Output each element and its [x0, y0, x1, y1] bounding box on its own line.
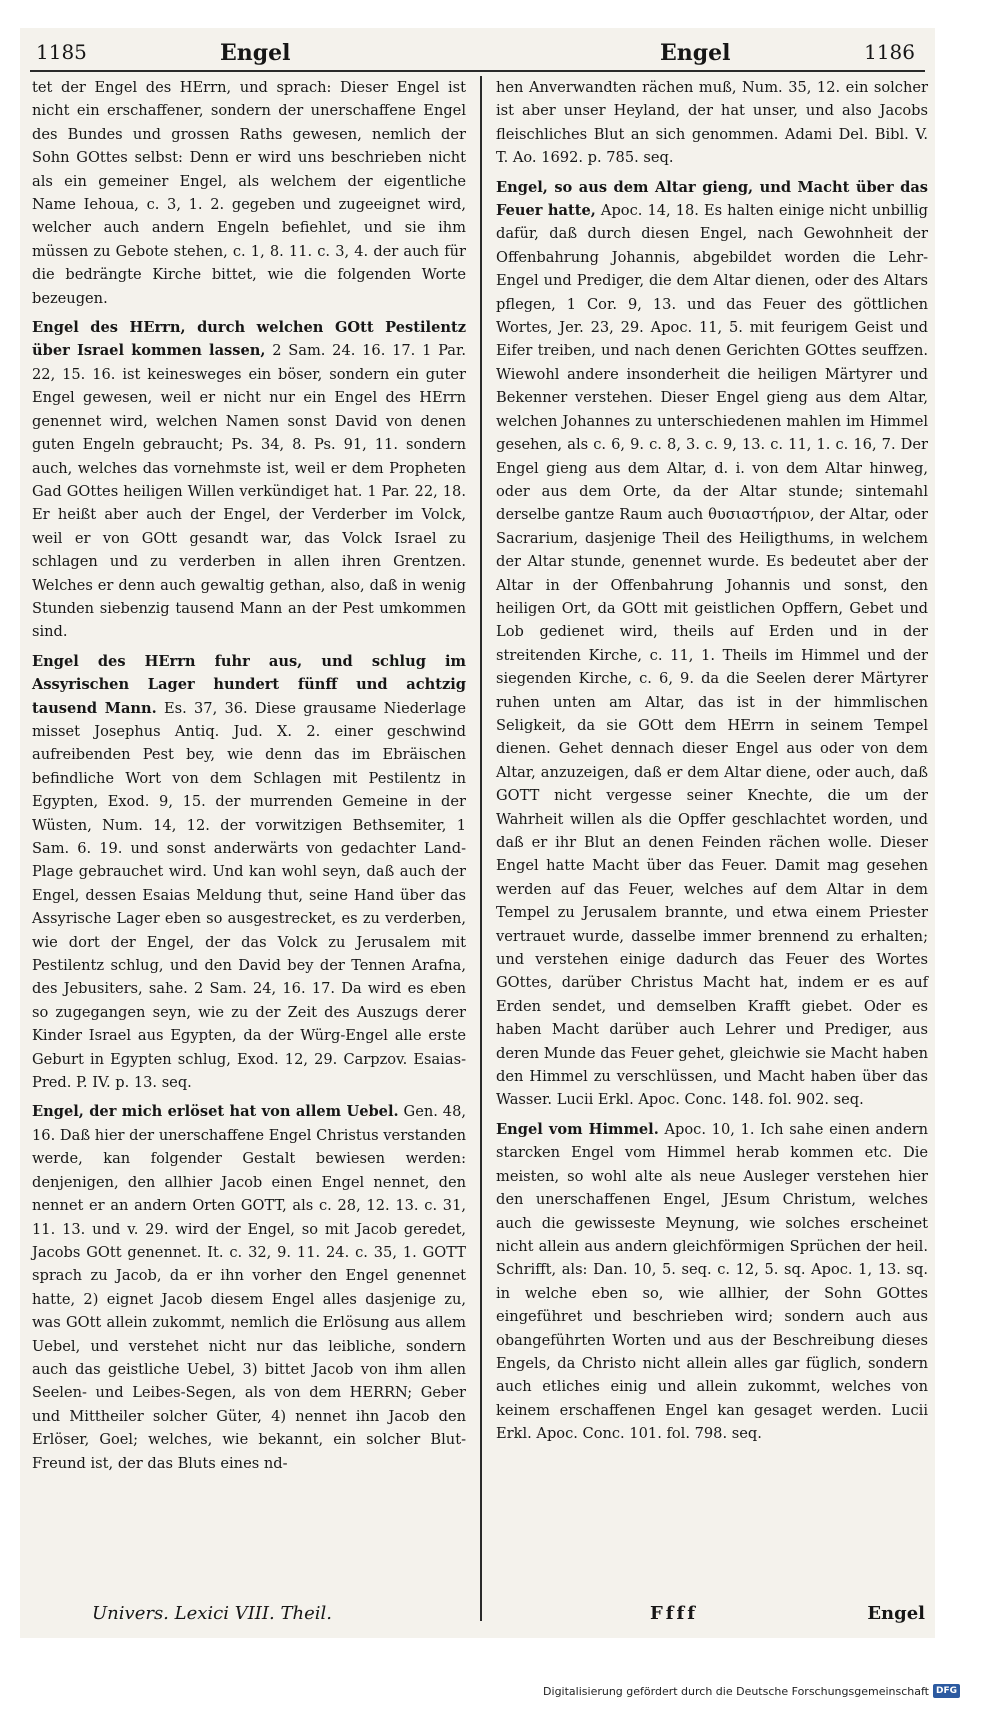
running-head-left: Engel	[220, 40, 291, 66]
entry	[32, 1100, 466, 1475]
running-head-right: Engel	[660, 40, 731, 66]
column-divider	[480, 76, 482, 1621]
volume-line: Univers. Lexici VIII. Theil.	[92, 1603, 332, 1624]
entry-text: tet der Engel des HErrn, und sprach: Dieser Engel ist nicht ein erschaffener, sondern der unerschaffene Engel des Bundes und grossen Raths gewesen, nemlich der Sohn GOttes selbst: Denn er wird uns beschrieben nicht als ein gemeiner Engel, als welchem der eigentliche Name Iehoua, c. 3, 1. 2. gegeben und zugeeignet wird, welcher auch andern Engeln befiehlet, und sie ihm müssen zu Gebote stehen, c. 1, 8. 11. c. 3, 4. der auch für die bedrängte Kirche bittet, wie die folgenden Worte bezeugen.	[32, 79, 466, 307]
entry	[496, 176, 928, 1112]
entry-lemma: Engel vom Himmel.	[496, 1120, 659, 1138]
entry-lemma: Engel des HErrn fuhr aus, und schlug im Assyrischen Lager hundert fünff und achtzig tausend Mann.	[32, 652, 466, 717]
page-number-right: 1186	[864, 40, 915, 64]
entry-text: hen Anverwandten rächen muß, Num. 35, 12. ein solcher ist aber unser Heyland, der hat unser, und also Jacobs fleischliches Blut an sich genommen. Adami Del. Bibl. V. T. Ao. 1692. p. 785. seq.	[496, 79, 928, 167]
book-page	[20, 28, 935, 1638]
entry-continuation	[32, 76, 466, 310]
digitization-credit	[543, 1684, 960, 1698]
entry	[496, 1118, 928, 1446]
right-column	[496, 76, 928, 1452]
entry-text: Apoc. 10, 1. Ich sahe einen andern starcken Engel vom Himmel herab kommen etc. Die meisten, so wohl alte als neue Ausleger verstehen hier den unerschaffenen Engel, JEsum Christum, welches auch die gewisseste Meynung, wie solches erscheinet nicht allein aus andern gleichförmigen Sprüchen der heil. Schrifft, als: Dan. 10, 5. seq. c. 12, 5. sq. Apoc. 1, 13. sq. in welche eben so, wie allhier, der Sohn GOttes eingeführet und beschrieben wird; sondern auch aus obangeführten Worten und aus der Beschreibung dieses Engels, da Christo nicht allein alles gar füglich, sondern auch etliches einig und allein zukommt, welches von keinem erschaffenen Engel kan gesaget werden. Lucii Erkl. Apoc. Conc. 101. fol. 798. seq.	[496, 1120, 929, 1443]
page-footer	[20, 1603, 935, 1633]
entry	[32, 316, 466, 644]
left-column	[32, 76, 466, 1481]
signature-mark: Ffff	[650, 1603, 699, 1624]
dfg-logo-icon: DFG	[933, 1684, 960, 1698]
entry-lemma: Engel des HErrn, durch welchen GOtt Pestilentz über Israel kommen lassen,	[32, 319, 466, 360]
entry-text: Gen. 48, 16. Daß hier der unerschaffene Engel Christus verstanden werde, kan folgender Gestalt bewiesen werden: denjenigen, den allhier Jacob einen Engel nennet, den nennet er an andern Orten GOTT, als c. 28, 12. 13. c. 31, 11. 13. und v. 29. wird der Engel, so mit Jacob geredet, Jacobs GOtt genennet. It. c. 32, 9. 11. 24. c. 35, 1. GOTT sprach zu Jacob, da er ihn vorher den Engel genennet hatte, 2) eignet Jacob diesem Engel alles dasjenige zu, was GOtt allein zukommt, nemlich die Erlösung aus allem Uebel, und verstehet nicht nur das leibliche, sondern auch das geistliche Uebel, 3) bittet Jacob von ihm allen Seelen- und Leibes-Segen, als von dem HERRN; Geber und Mittheiler solcher Güter, 4) nennet ihn Jacob den Erlöser, Goel; welches, wie bekannt, ein solcher Blut-Freund ist, der das Bluts eines nd-	[32, 1103, 466, 1472]
page-number-left: 1185	[36, 40, 87, 64]
catchword: Engel	[867, 1603, 925, 1624]
entry-lemma: Engel, der mich erlöset hat von allem Uebel.	[32, 1103, 399, 1121]
entry-continuation	[496, 76, 928, 170]
credit-text: Digitalisierung gefördert durch die Deutsche Forschungsgemeinschaft	[543, 1684, 929, 1698]
entry-text: Apoc. 14, 18. Es halten einige nicht unbillig dafür, daß durch diesen Engel, nach Gewohnheit der Offenbahrung Johannis, abgebildet worden die Lehr-Engel und Prediger, die dem Altar dienen, oder des Altars pflegen, 1 Cor. 9, 13. und das Feuer des göttlichen Wortes, Jer. 23, 29. Apoc. 11, 5. mit feurigem Geist und Eifer treiben, und nach denen Gerichten GOttes seuffzen. Wiewohl andere insonderheit die heiligen Märtyrer und Bekenner verstehen. Dieser Engel gieng aus dem Altar, welchen Johannes zu unterschiedenen mahlen im Himmel gesehen, als c. 6, 9. c. 8, 3. c. 9, 13. c. 11, 1. c. 16, 7. Der Engel gieng aus dem Altar, d. i. von dem Altar hinweg, oder aus dem Orte, da der Altar stunde; sintemahl derselbe gantze Raum auch θυσιαστήριον, der Altar, oder Sacrarium, dasjenige Theil des Heiligthums, in welchem der Altar stunde, genennet wurde. Es bedeutet aber der Altar in der Offenbahrung Johannis und sonst, den heiligen Ort, da GOtt mit geistlichen Opffern, Gebet und Lob gedienet wird, theils auf Erden und in der streitenden Kirche, c. 11, 1. Theils im Himmel und der siegenden Kirche, c. 6, 9. da die Seelen derer Märtyrer ruhen unten am Altar, das ist in der himmlischen Seligkeit, da sie GOtt dem HErrn in seinem Tempel dienen. Gehet dennach dieser Engel aus oder von dem Altar, anzuzeigen, daß er dem Altar diene, oder auch, daß GOTT nicht vergesse seiner Knechte, die um der Wahrheit willen als die Opffer geschlachtet worden, und daß er ihr Blut an denen Feinden rächen wolle. Dieser Engel hatte Macht über das Feuer. Damit mag gesehen werden auf das Feuer, welches auf dem Altar in dem Tempel zu Jerusalem brannte, und etwa einem Priester vertrauet wurde, dasselbe immer brennend zu erhalten; und verstehen einige dadurch das Feuer des Wortes GOttes, darüber Christus Macht hat, indem er es auf Erden sendet, und demselben Krafft giebet. Oder es haben Macht darüber auch Lehrer und Prediger, aus deren Munde das Feuer gehet, gleichwie sie Macht haben den Himmel zu verschlüssen, und Macht haben über das Wasser. Lucii Erkl. Apoc. Conc. 148. fol. 902. seq.	[496, 202, 928, 1109]
entry-lemma: Engel, so aus dem Altar gieng, und Macht über das Feuer hatte,	[496, 178, 928, 220]
entry-text: Es. 37, 36. Diese grausame Niederlage misset Josephus Antiq. Jud. X. 2. einer geschwind aufreibenden Pest bey, wie denn das im Ebräischen befindliche Wort von dem Schlagen mit Pestilentz in Egypten, Exod. 9, 15. der murrenden Gemeine in der Wüsten, Num. 14, 12. der vorwitzigen Bethsemiter, 1 Sam. 6. 19. und sonst anderwärts von gedachter Land-Plage gebrauchet wird. Und kan wohl seyn, daß auch der Engel, dessen Esaias Meldung thut, seine Hand über das Assyrische Lager eben so ausgestrecket, es zu verderben, wie dort der Engel, der das Volck zu Jerusalem mit Pestilentz schlug, und den David bey der Tennen Arafna, des Jebusiters, sahe. 2 Sam. 24, 16. 17. Da wird es eben so zugegangen seyn, wie zu der Zeit des Auszugs derer Kinder Israel aus Egypten, da der Würg-Engel alle erste Geburt in Egypten schlug, Exod. 12, 29. Carpzov. Esaias-Pred. P. IV. p. 13. seq.	[32, 699, 467, 1092]
entry	[32, 650, 466, 1095]
entry-text: 2 Sam. 24. 16. 17. 1 Par. 22, 15. 16. ist keinesweges ein böser, sondern ein guter Engel gewesen, weil er nicht nur ein Engel des HErrn genennet wird, welchen Namen sonst David von denen guten Engeln gebraucht; Ps. 34, 8. Ps. 91, 11. sondern auch, welches das vornehmste ist, weil er dem Propheten Gad GOttes heiligen Willen verkündiget hat. 1 Par. 22, 18. Er heißt aber auch der Engel, der Verderber im Volck, weil er von GOtt gesandt war, das Volck Israel zu schlagen und zu verderben in allen ihren Grentzen. Welches er denn auch gewaltig gethan, also, daß in wenig Stunden siebenzig tausend Mann an der Pest umkommen sind.	[32, 342, 466, 641]
page-header	[30, 36, 925, 72]
